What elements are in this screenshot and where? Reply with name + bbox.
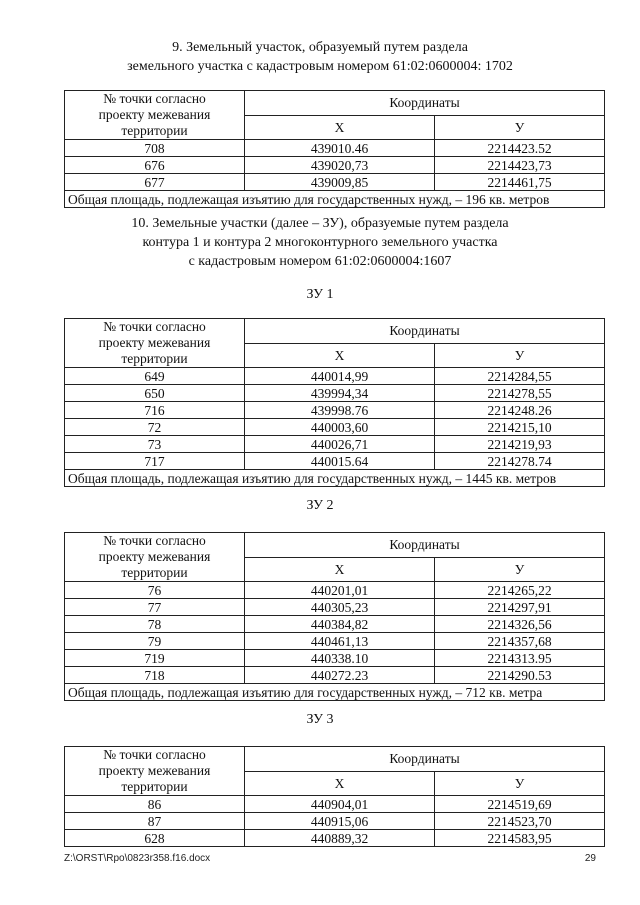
point-number-cell: 718 <box>65 667 245 684</box>
header-point-number: № точки согласно проекту межевания территории <box>65 91 245 140</box>
table-header-row <box>65 533 605 558</box>
y-coordinate-cell: 2214523,70 <box>435 813 605 830</box>
y-coordinate-cell: 2214297,91 <box>435 599 605 616</box>
section-9-table-body <box>65 91 605 208</box>
table-row <box>65 582 605 599</box>
table-row <box>65 402 605 419</box>
x-coordinate-cell: 440003,60 <box>245 419 435 436</box>
header-y: У <box>435 115 605 140</box>
point-number-cell: 76 <box>65 582 245 599</box>
zu1-title: ЗУ 1 <box>306 287 334 302</box>
y-coordinate-cell: 2214290.53 <box>435 667 605 684</box>
header-point-number: № точки согласно проекту межевания территории <box>65 747 245 796</box>
point-number-cell: 628 <box>65 830 245 847</box>
x-coordinate-cell: 439994,34 <box>245 385 435 402</box>
table-row <box>65 616 605 633</box>
table-row <box>65 599 605 616</box>
zu3-table <box>64 746 605 847</box>
y-coordinate-cell: 2214278,55 <box>435 385 605 402</box>
footer-page-number: 29 <box>584 853 596 864</box>
y-coordinate-cell: 2214284,55 <box>435 368 605 385</box>
section-10-title-line2: контура 1 и контура 2 многоконтурного земельного участка <box>142 235 498 250</box>
point-number-cell: 650 <box>65 385 245 402</box>
x-coordinate-cell: 440384,82 <box>245 616 435 633</box>
total-area-text: Общая площадь, подлежащая изъятию для государственных нужд, – 712 кв. метра <box>65 684 605 701</box>
y-coordinate-cell: 2214278.74 <box>435 453 605 470</box>
table-row <box>65 368 605 385</box>
section-10-title-line3: с кадастровым номером 61:02:0600004:1607 <box>188 254 452 269</box>
table-row <box>65 419 605 436</box>
zu1-table-body <box>65 319 605 487</box>
y-coordinate-cell: 2214423.52 <box>435 140 605 157</box>
total-area-row <box>65 684 605 701</box>
table-row <box>65 667 605 684</box>
table-row <box>65 813 605 830</box>
y-coordinate-cell: 2214461,75 <box>435 174 605 191</box>
point-number-cell: 676 <box>65 157 245 174</box>
header-point-number: № точки согласно проекту межевания территории <box>65 319 245 368</box>
x-coordinate-cell: 440201,01 <box>245 582 435 599</box>
header-x: X <box>245 343 435 368</box>
total-area-text: Общая площадь, подлежащая изъятию для государственных нужд, – 196 кв. метров <box>65 191 605 208</box>
table-row <box>65 830 605 847</box>
header-coordinates: Координаты <box>245 319 605 344</box>
point-number-cell: 79 <box>65 633 245 650</box>
y-coordinate-cell: 2214583,95 <box>435 830 605 847</box>
header-x: X <box>245 115 435 140</box>
footer-file-path: Z:\ORST\Rpo\0823r358.f16.docx <box>64 853 211 864</box>
point-number-cell: 78 <box>65 616 245 633</box>
point-number-cell: 708 <box>65 140 245 157</box>
section-10-title-line1: 10. Земельные участки (далее – ЗУ), образуемые путем раздела <box>131 216 509 231</box>
zu3-table-body <box>65 747 605 847</box>
header-y: У <box>435 343 605 368</box>
section-10-heading <box>0 214 640 271</box>
x-coordinate-cell: 440014,99 <box>245 368 435 385</box>
table-header-row <box>65 747 605 772</box>
table-row <box>65 140 605 157</box>
x-coordinate-cell: 439998.76 <box>245 402 435 419</box>
header-x: X <box>245 771 435 796</box>
x-coordinate-cell: 440272.23 <box>245 667 435 684</box>
x-coordinate-cell: 440904,01 <box>245 796 435 813</box>
total-area-text: Общая площадь, подлежащая изъятию для государственных нужд, – 1445 кв. метров <box>65 470 605 487</box>
table-row <box>65 796 605 813</box>
header-coordinates: Координаты <box>245 91 605 116</box>
table-row <box>65 157 605 174</box>
section-9-table <box>64 90 605 208</box>
header-y: У <box>435 771 605 796</box>
point-number-cell: 72 <box>65 419 245 436</box>
y-coordinate-cell: 2214326,56 <box>435 616 605 633</box>
x-coordinate-cell: 440915,06 <box>245 813 435 830</box>
y-coordinate-cell: 2214519,69 <box>435 796 605 813</box>
section-9-title-line1: 9. Земельный участок, образуемый путем раздела <box>172 40 468 55</box>
header-point-number: № точки согласно проекту межевания территории <box>65 533 245 582</box>
x-coordinate-cell: 440305,23 <box>245 599 435 616</box>
x-coordinate-cell: 440461,13 <box>245 633 435 650</box>
table-header-row <box>65 91 605 116</box>
table-header-row <box>65 319 605 344</box>
point-number-cell: 73 <box>65 436 245 453</box>
x-coordinate-cell: 439009,85 <box>245 174 435 191</box>
y-coordinate-cell: 2214265,22 <box>435 582 605 599</box>
section-9-heading <box>0 38 640 76</box>
y-coordinate-cell: 2214215,10 <box>435 419 605 436</box>
point-number-cell: 77 <box>65 599 245 616</box>
x-coordinate-cell: 440889,32 <box>245 830 435 847</box>
header-x: X <box>245 557 435 582</box>
table-row <box>65 453 605 470</box>
table-row <box>65 174 605 191</box>
zu2-table <box>64 532 605 701</box>
point-number-cell: 649 <box>65 368 245 385</box>
y-coordinate-cell: 2214423,73 <box>435 157 605 174</box>
x-coordinate-cell: 440026,71 <box>245 436 435 453</box>
header-y: У <box>435 557 605 582</box>
total-area-row <box>65 191 605 208</box>
zu1-table <box>64 318 605 487</box>
y-coordinate-cell: 2214219,93 <box>435 436 605 453</box>
point-number-cell: 86 <box>65 796 245 813</box>
point-number-cell: 717 <box>65 453 245 470</box>
zu3-title: ЗУ 3 <box>306 712 334 727</box>
table-row <box>65 633 605 650</box>
header-coordinates: Координаты <box>245 747 605 772</box>
point-number-cell: 87 <box>65 813 245 830</box>
total-area-row <box>65 470 605 487</box>
y-coordinate-cell: 2214248.26 <box>435 402 605 419</box>
x-coordinate-cell: 440338.10 <box>245 650 435 667</box>
x-coordinate-cell: 440015.64 <box>245 453 435 470</box>
zu2-title: ЗУ 2 <box>306 498 334 513</box>
table-row <box>65 385 605 402</box>
table-row <box>65 650 605 667</box>
y-coordinate-cell: 2214313.95 <box>435 650 605 667</box>
point-number-cell: 716 <box>65 402 245 419</box>
table-row <box>65 436 605 453</box>
x-coordinate-cell: 439010.46 <box>245 140 435 157</box>
zu2-table-body <box>65 533 605 701</box>
x-coordinate-cell: 439020,73 <box>245 157 435 174</box>
point-number-cell: 677 <box>65 174 245 191</box>
header-coordinates: Координаты <box>245 533 605 558</box>
y-coordinate-cell: 2214357,68 <box>435 633 605 650</box>
point-number-cell: 719 <box>65 650 245 667</box>
section-9-title-line2: земельного участка с кадастровым номером 61:02:0600004: 1702 <box>127 59 513 74</box>
